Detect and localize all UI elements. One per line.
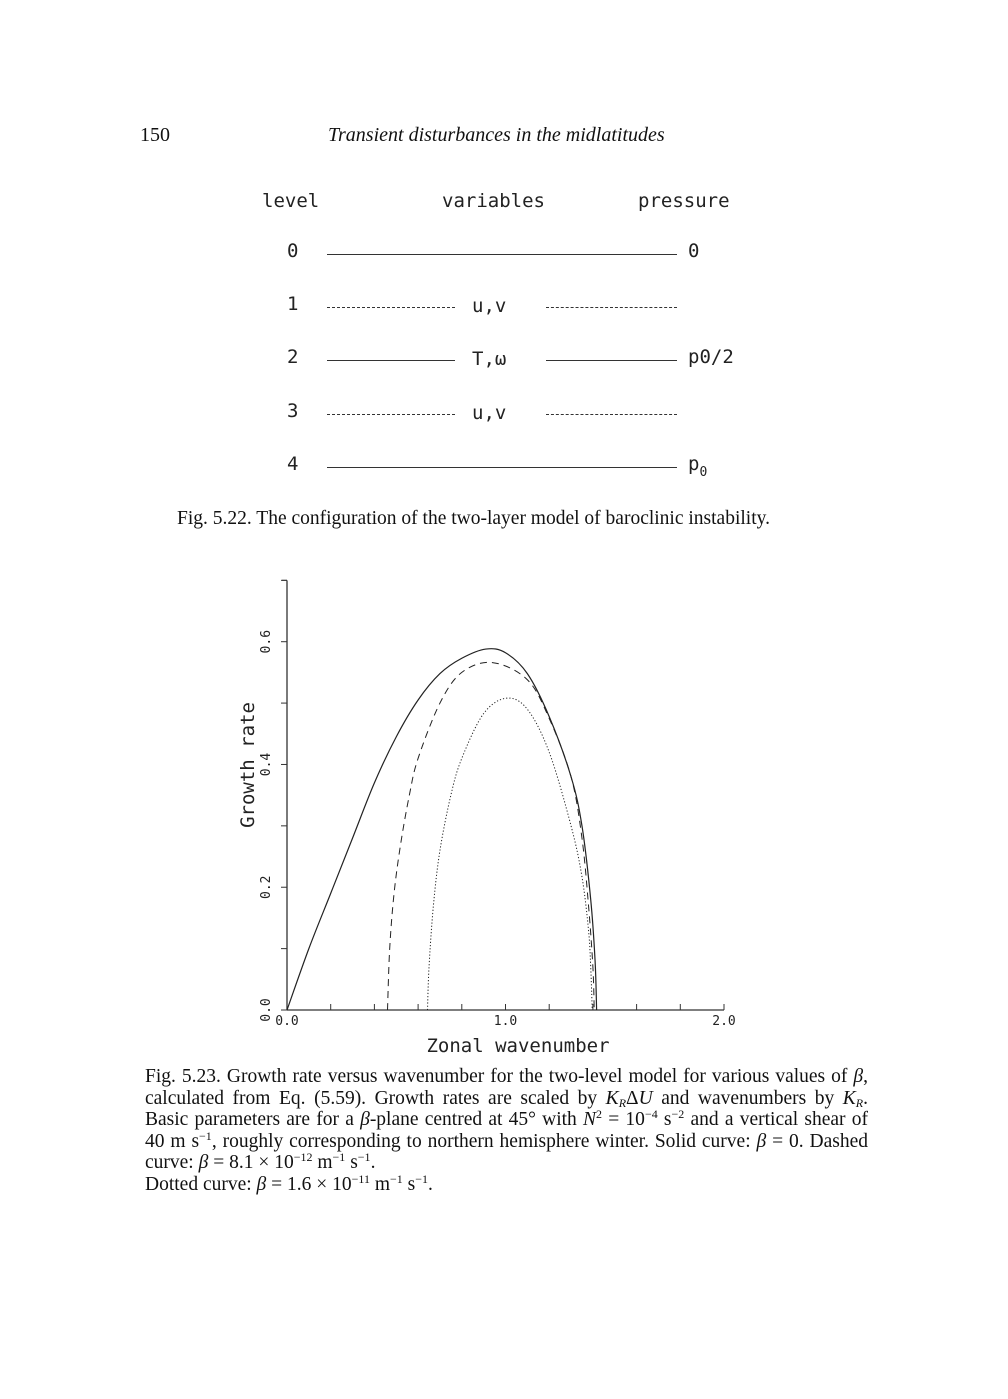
caption-segment: , roughly corresponding to northern hemisphere winter. Solid curve:	[211, 1130, 757, 1152]
caption-segment: K	[842, 1087, 856, 1109]
y-tick-label: 0.4	[259, 752, 274, 777]
caption-segment: R	[618, 1095, 627, 1110]
caption-segment: R	[855, 1095, 864, 1110]
caption-segment: .	[428, 1173, 433, 1195]
dashed-level-line	[327, 307, 455, 308]
caption-segment: s	[657, 1109, 672, 1131]
caption-segment: -plane centred at 45° with	[369, 1109, 583, 1131]
level-pressure: 0	[688, 240, 700, 262]
x-tick-label: 1.0	[493, 1014, 518, 1029]
level-label: 0	[287, 240, 299, 262]
caption-segment: 2	[596, 1107, 603, 1122]
caption-segment: = 10	[602, 1109, 645, 1131]
caption-segment: Δ	[626, 1087, 639, 1109]
figure-5-23-caption	[145, 1066, 868, 1196]
caption-segment: and wavenumbers by	[652, 1087, 843, 1109]
dashed-curve	[388, 662, 595, 1010]
caption-segment: −1	[199, 1128, 212, 1143]
caption-segment: β	[853, 1066, 864, 1087]
level-variables: T,ω	[472, 348, 507, 370]
level-pressure: $p_0$	[688, 453, 708, 480]
dotted-curve	[427, 698, 592, 1010]
level-label: 3	[287, 400, 299, 422]
x-axis-label: Zonal wavenumber	[426, 1035, 610, 1057]
caption-segment: −2	[671, 1107, 685, 1122]
caption-segment: U	[638, 1087, 653, 1109]
solid-level-line	[546, 360, 677, 361]
figure-5-22-caption: Fig. 5.22. The configuration of the two-layer model of baroclinic instability.	[177, 508, 770, 529]
level-label: 2	[287, 346, 299, 368]
solid-level-line	[327, 467, 677, 468]
caption-segment: −4	[644, 1107, 658, 1122]
caption-segment: s	[402, 1173, 416, 1195]
caption-segment: = 0. Dashed curve:	[145, 1130, 868, 1174]
caption-segment: , calculated from Eq. (5.59). Growth rates are scaled by	[145, 1066, 868, 1109]
caption-segment: Fig. 5.23. Growth rate versus wavenumber for the two-level model for various values of	[145, 1066, 854, 1087]
caption-segment: and a vertical shear of 40 m s	[145, 1109, 868, 1152]
caption-segment: m	[369, 1173, 391, 1195]
caption-segment: . Basic parameters are for a	[145, 1087, 868, 1131]
caption-segment: Dotted curve:	[145, 1173, 257, 1195]
caption-segment: = 8.1 × 10	[208, 1152, 294, 1174]
running-title: Transient disturbances in the midlatitudes	[328, 124, 665, 146]
caption-segment: −11	[351, 1171, 370, 1186]
level-pressure: p0/2	[688, 346, 734, 368]
column-header-variables: variables	[442, 190, 545, 212]
caption-segment: β	[360, 1109, 370, 1131]
caption-segment: N	[583, 1109, 597, 1131]
y-axis-label: Growth rate	[237, 702, 259, 828]
column-header-pressure: pressure	[638, 190, 730, 212]
caption-segment: s	[345, 1152, 358, 1174]
dashed-level-line	[327, 414, 455, 415]
solid-level-line	[327, 254, 677, 255]
caption-segment: −1	[415, 1171, 429, 1186]
caption-segment: .	[370, 1152, 376, 1174]
caption-segment: β	[198, 1152, 209, 1174]
dashed-level-line	[546, 414, 677, 415]
x-tick-label: 0.0	[275, 1014, 299, 1029]
caption-segment: −12	[293, 1150, 313, 1165]
caption-segment: m	[312, 1152, 333, 1174]
level-variables: u,v	[472, 402, 507, 424]
caption-segment: −1	[332, 1150, 346, 1165]
page-number: 150	[140, 124, 170, 146]
solid-curve	[287, 649, 597, 1010]
y-tick-label: 0.2	[259, 875, 274, 899]
caption-segment: K	[605, 1087, 619, 1109]
caption-segment: −1	[390, 1171, 403, 1186]
caption-segment: β	[256, 1173, 267, 1195]
solid-level-line	[327, 360, 455, 361]
caption-segment: β	[756, 1130, 767, 1152]
level-label: 1	[287, 293, 299, 315]
level-label: 4	[287, 453, 299, 475]
level-variables: u,v	[472, 295, 507, 317]
caption-segment: = 1.6 × 10	[266, 1173, 352, 1195]
caption-segment: −1	[357, 1150, 371, 1165]
column-header-level: level	[262, 190, 320, 212]
y-tick-label: 0.6	[259, 629, 274, 654]
y-tick-label: 0.0	[259, 998, 274, 1022]
x-tick-label: 2.0	[712, 1014, 736, 1029]
growth-rate-chart	[230, 570, 750, 1060]
dashed-level-line	[546, 307, 677, 308]
